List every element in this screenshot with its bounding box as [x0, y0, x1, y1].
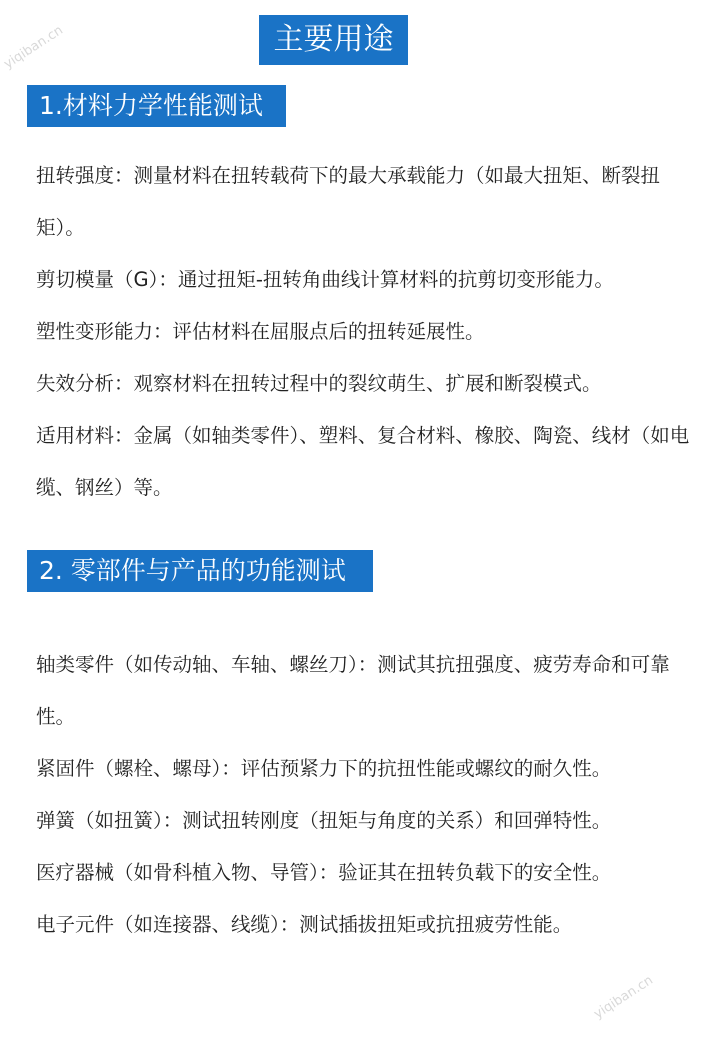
page-title: 主要用途 — [259, 15, 408, 65]
watermark: yiqiban.cn — [591, 972, 656, 1023]
list-item: 电子元件（如连接器、线缆）：测试插拔扭矩或抗扭疲劳性能。 — [36, 913, 573, 936]
list-item: 剪切模量（G）：通过扭矩-扭转角曲线计算材料的抗剪切变形能力。 — [36, 268, 614, 291]
list-item: 轴类零件（如传动轴、车轴、螺丝刀）：测试其抗扭强度、疲劳寿命和可靠性。 — [36, 653, 670, 728]
section-header-materials: 1.材料力学性能测试 — [27, 85, 286, 127]
section-header-components: 2. 零部件与产品的功能测试 — [27, 550, 373, 592]
watermark: yiqiban.cn — [1, 22, 66, 73]
section-body-components — [36, 639, 704, 951]
section-body-materials — [36, 150, 704, 514]
list-item: 弹簧（如扭簧）：测试扭转刚度（扭矩与角度的关系）和回弹特性。 — [36, 809, 612, 832]
list-item: 紧固件（螺栓、螺母）：评估预紧力下的抗扭性能或螺纹的耐久性。 — [36, 757, 612, 780]
list-item: 适用材料：金属（如轴类零件）、塑料、复合材料、橡胶、陶瓷、线材（如电缆、钢丝）等。 — [36, 424, 690, 499]
list-item: 失效分析：观察材料在扭转过程中的裂纹萌生、扩展和断裂模式。 — [36, 372, 602, 395]
list-item: 医疗器械（如骨科植入物、导管）：验证其在扭转负载下的安全性。 — [36, 861, 612, 884]
list-item: 扭转强度：测量材料在扭转载荷下的最大承载能力（如最大扭矩、断裂扭矩）。 — [36, 164, 661, 239]
list-item: 塑性变形能力：评估材料在屈服点后的扭转延展性。 — [36, 320, 485, 343]
